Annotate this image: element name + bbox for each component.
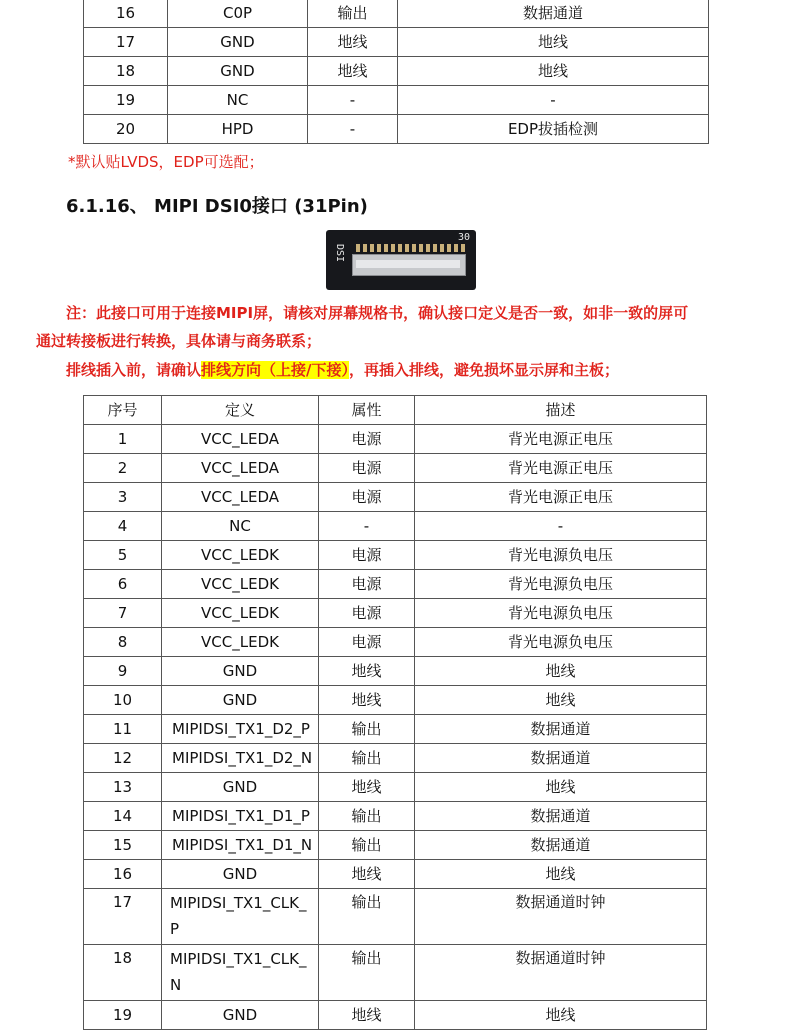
table-row — [84, 715, 707, 744]
connector-pin — [440, 244, 444, 252]
table-cell: 11 — [84, 715, 162, 744]
table-cell: 16 — [84, 0, 168, 28]
table-cell: 2 — [84, 454, 162, 483]
table-header-row — [84, 396, 707, 425]
table-cell: 12 — [84, 744, 162, 773]
table-cell: - — [308, 115, 398, 144]
table-cell: 数据通道时钟 — [415, 945, 707, 1001]
table-cell: 输出 — [308, 0, 398, 28]
table-cell: 地线 — [415, 686, 707, 715]
table-cell: HPD — [168, 115, 308, 144]
table-cell: 地线 — [398, 57, 709, 86]
table-cell: 背光电源正电压 — [415, 425, 707, 454]
table-cell: 输出 — [319, 889, 415, 945]
table-cell: C0P — [168, 0, 308, 28]
cable-note-prefix: 排线插入前，请确认 — [66, 361, 202, 379]
table-cell: 18 — [84, 57, 168, 86]
table-cell: VCC_LEDK — [162, 628, 319, 657]
table-cell: VCC_LEDK — [162, 599, 319, 628]
cable-note-suffix: ，再插入排线，避免损坏显示屏和主板； — [349, 361, 620, 379]
table-cell: VCC_LEDK — [162, 570, 319, 599]
connector-pin — [419, 244, 423, 252]
column-header: 描述 — [415, 396, 707, 425]
table-cell: 电源 — [319, 425, 415, 454]
lvds-note: *默认贴LVDS，EDP可选配； — [68, 153, 264, 171]
table-cell: 3 — [84, 483, 162, 512]
table-cell: 背光电源负电压 — [415, 570, 707, 599]
table-cell: 地线 — [319, 773, 415, 802]
table-cell: 14 — [84, 802, 162, 831]
connector-side-label: DSI — [334, 244, 345, 263]
table-cell: 地线 — [319, 686, 415, 715]
table-cell: 输出 — [319, 945, 415, 1001]
table-cell: 地线 — [415, 1001, 707, 1030]
cable-note — [66, 359, 619, 380]
pin-table-previous — [83, 0, 709, 144]
table-cell: MIPIDSI_TX1_D2_P — [162, 715, 319, 744]
connector-pin — [391, 244, 395, 252]
table-cell: GND — [162, 657, 319, 686]
table-cell: MIPIDSI_TX1_D1_N — [162, 831, 319, 860]
column-header: 属性 — [319, 396, 415, 425]
table-row — [84, 86, 709, 115]
table-cell: GND — [162, 860, 319, 889]
table-cell: VCC_LEDA — [162, 454, 319, 483]
table-cell: 地线 — [308, 57, 398, 86]
table-row — [84, 28, 709, 57]
table-cell: MIPIDSI_TX1_D2_N — [162, 744, 319, 773]
table-row — [84, 57, 709, 86]
connector-pin — [412, 244, 416, 252]
connector-pin — [461, 244, 465, 252]
table-cell: 19 — [84, 1001, 162, 1030]
table-cell: 7 — [84, 599, 162, 628]
table-cell: 18 — [84, 945, 162, 1001]
table-cell: - — [319, 512, 415, 541]
table-row — [84, 744, 707, 773]
column-header: 定义 — [162, 396, 319, 425]
table-cell: EDP拔插检测 — [398, 115, 709, 144]
table-row — [84, 773, 707, 802]
connector-pin — [433, 244, 437, 252]
table-row — [84, 860, 707, 889]
table-cell: 地线 — [319, 860, 415, 889]
table-row — [84, 657, 707, 686]
table-cell: 地线 — [319, 657, 415, 686]
table-cell: NC — [162, 512, 319, 541]
table-row — [84, 945, 707, 1001]
table-row — [84, 802, 707, 831]
connector-pin-label: 30 — [457, 232, 470, 243]
table-cell: 背光电源负电压 — [415, 599, 707, 628]
connector-pin — [405, 244, 409, 252]
table-cell: GND — [162, 1001, 319, 1030]
table-cell: VCC_LEDA — [162, 483, 319, 512]
table-cell: VCC_LEDA — [162, 425, 319, 454]
connector-pin — [363, 244, 367, 252]
table-cell: 17 — [84, 889, 162, 945]
table-cell: NC — [168, 86, 308, 115]
table-cell: 数据通道 — [415, 715, 707, 744]
interface-note-line2: 通过转接板进行转换，具体请与商务联系； — [36, 332, 322, 350]
table-cell: 地线 — [308, 28, 398, 57]
table-row — [84, 454, 707, 483]
table-cell: 8 — [84, 628, 162, 657]
table-row — [84, 425, 707, 454]
table-cell: 电源 — [319, 599, 415, 628]
connector-pin — [426, 244, 430, 252]
table-cell: MIPIDSI_TX1_CLK_N — [162, 945, 319, 1001]
table-row — [84, 1001, 707, 1030]
table-row — [84, 889, 707, 945]
table-cell: - — [415, 512, 707, 541]
section-heading: 6.1.16、 MIPI DSI0接口 (31Pin) — [66, 196, 368, 217]
interface-note-line1: 注：此接口可用于连接MIPI屏，请核对屏幕规格书，确认接口定义是否一致，如非一致的屏可 — [66, 304, 689, 322]
table-cell: 电源 — [319, 541, 415, 570]
table-cell: VCC_LEDK — [162, 541, 319, 570]
table-cell: 输出 — [319, 831, 415, 860]
table-cell: MIPIDSI_TX1_CLK_P — [162, 889, 319, 945]
table-cell: GND — [168, 57, 308, 86]
table-row — [84, 0, 709, 28]
table-cell: 10 — [84, 686, 162, 715]
table-row — [84, 831, 707, 860]
table-cell: 13 — [84, 773, 162, 802]
connector-pin — [384, 244, 388, 252]
table-cell: 9 — [84, 657, 162, 686]
table-cell: 地线 — [415, 657, 707, 686]
table-cell: 4 — [84, 512, 162, 541]
table-row — [84, 541, 707, 570]
table-row — [84, 483, 707, 512]
table-cell: 5 — [84, 541, 162, 570]
connector-photo — [326, 230, 476, 290]
connector-pin — [356, 244, 360, 252]
table-cell: 电源 — [319, 454, 415, 483]
table-cell: 输出 — [319, 715, 415, 744]
table-cell: 输出 — [319, 744, 415, 773]
table-cell: GND — [162, 773, 319, 802]
table-cell: 数据通道 — [415, 831, 707, 860]
connector-pin — [370, 244, 374, 252]
table-cell: 数据通道 — [415, 744, 707, 773]
table-cell: 背光电源负电压 — [415, 628, 707, 657]
table-cell: 20 — [84, 115, 168, 144]
table-cell: MIPIDSI_TX1_D1_P — [162, 802, 319, 831]
table-cell: 地线 — [398, 28, 709, 57]
table-row — [84, 115, 709, 144]
table-cell: 地线 — [319, 1001, 415, 1030]
table-row — [84, 570, 707, 599]
table-cell: 数据通道 — [398, 0, 709, 28]
table-cell: 地线 — [415, 860, 707, 889]
table-cell: 6 — [84, 570, 162, 599]
table-cell: 1 — [84, 425, 162, 454]
table-cell: 电源 — [319, 628, 415, 657]
table-cell: 16 — [84, 860, 162, 889]
column-header: 序号 — [84, 396, 162, 425]
connector-pin — [398, 244, 402, 252]
table-row — [84, 628, 707, 657]
cable-direction-highlight: 排线方向（上接/下接） — [201, 361, 349, 379]
table-cell: 背光电源正电压 — [415, 454, 707, 483]
table-row — [84, 686, 707, 715]
table-cell: 输出 — [319, 802, 415, 831]
table-cell: - — [398, 86, 709, 115]
table-cell: GND — [168, 28, 308, 57]
connector-pin — [447, 244, 451, 252]
table-cell: 电源 — [319, 483, 415, 512]
table-cell: 背光电源负电压 — [415, 541, 707, 570]
table-cell: 19 — [84, 86, 168, 115]
table-cell: - — [308, 86, 398, 115]
table-cell: 数据通道时钟 — [415, 889, 707, 945]
table-cell: 电源 — [319, 570, 415, 599]
table-cell: 15 — [84, 831, 162, 860]
connector-pin — [454, 244, 458, 252]
table-cell: 背光电源正电压 — [415, 483, 707, 512]
table-row — [84, 599, 707, 628]
table-cell: 数据通道 — [415, 802, 707, 831]
table-row — [84, 512, 707, 541]
table-cell: 地线 — [415, 773, 707, 802]
table-cell: GND — [162, 686, 319, 715]
mipi-dsi0-pin-table — [83, 395, 707, 1030]
connector-pin — [377, 244, 381, 252]
table-cell: 17 — [84, 28, 168, 57]
